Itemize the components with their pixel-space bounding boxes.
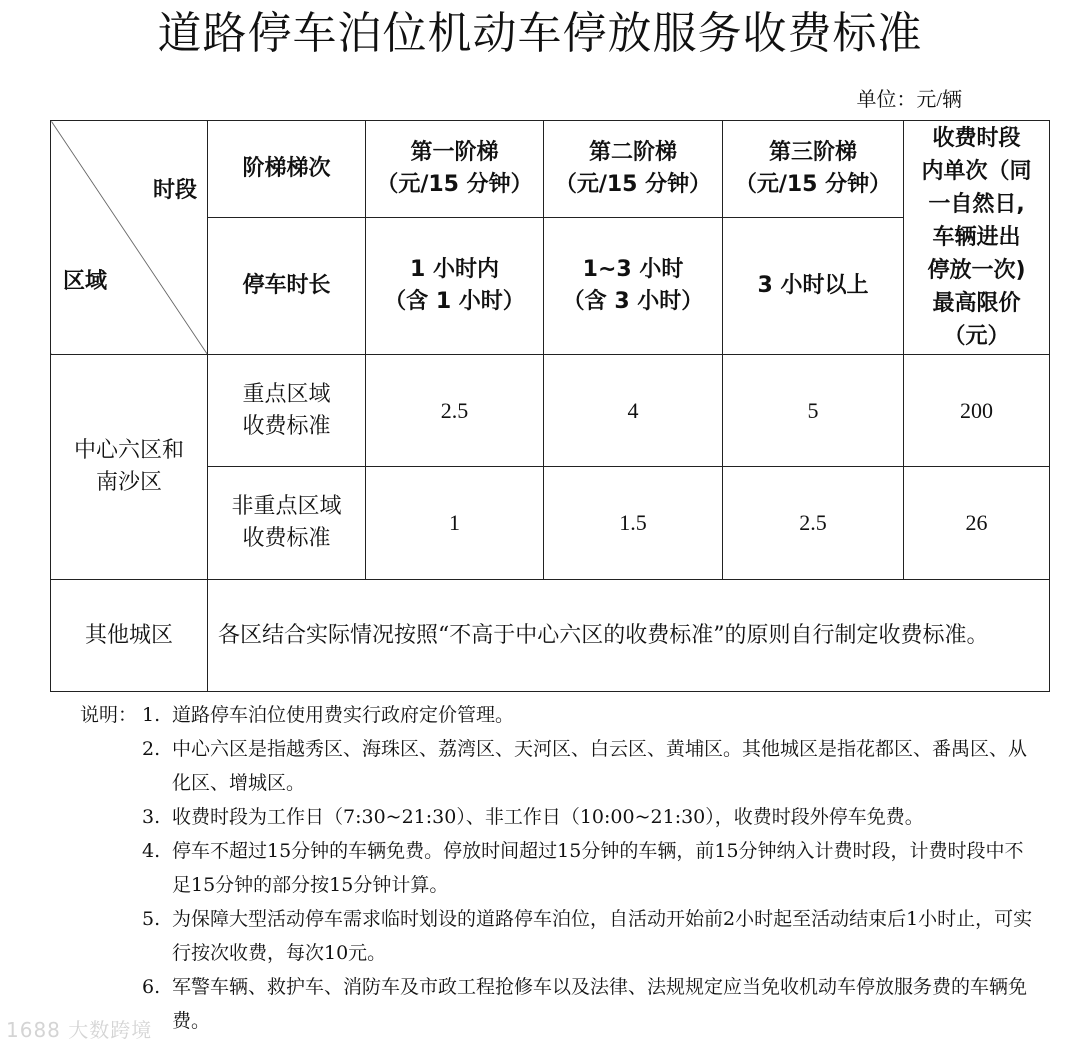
tier-1-name: 第一阶梯 — [410, 140, 499, 165]
non-key-area-tier1-price: 1 — [366, 467, 544, 580]
table-row-other-area — [51, 580, 1050, 692]
tier-3-duration-line1: 3 小时以上 — [757, 273, 869, 298]
other-area-policy-text: 各区结合实际情况按照“不高于中心六区的收费标准”的原则自行制定收费标准。 — [208, 580, 1050, 692]
max-price-header-line: 收费时段 — [932, 126, 1021, 151]
non-key-area-label-line2: 收费标准 — [242, 526, 331, 551]
tier-2-header — [544, 121, 723, 218]
key-area-tier2-price: 4 — [544, 355, 723, 467]
tier-2-duration-line1: 1~3 小时 — [582, 257, 684, 282]
max-price-header-line: 最高限价 — [932, 291, 1021, 316]
note-text: 为保障大型活动停车需求临时划设的道路停车泊位，自活动开始前2小时起至活动结束后1小时止，可实行按次收费，每次10元。 — [172, 908, 1033, 964]
tier-1-header — [366, 121, 544, 218]
tier-3-duration — [723, 218, 904, 355]
watermark-logo: 1688 大数跨境 — [6, 1018, 153, 1042]
max-price-header-line: 停放一次) — [927, 258, 1026, 283]
note-number: 5. — [142, 908, 161, 930]
max-price-header-line: 内单次（同 — [921, 159, 1032, 184]
notes-label: 说明： — [80, 704, 138, 726]
header-row-tiers — [51, 121, 1050, 218]
max-price-header-line: （元） — [943, 324, 1010, 349]
key-area-tier1-price: 2.5 — [366, 355, 544, 467]
note-item-1 — [80, 698, 1040, 732]
central-area-label-line1: 中心六区和 — [73, 438, 184, 463]
row-label-tier-order: 阶梯梯次 — [208, 121, 366, 218]
max-price-header-line: 车辆进出 — [932, 225, 1021, 250]
key-area-label-line2: 收费标准 — [242, 413, 331, 439]
key-area-tier3-price: 5 — [723, 355, 904, 467]
non-key-area-tier3-price: 2.5 — [723, 467, 904, 580]
note-item-5 — [80, 902, 1040, 970]
non-key-area-label-line1: 非重点区域 — [231, 494, 342, 519]
note-item-2 — [80, 732, 1040, 800]
tier-2-duration-line2: （含 3 小时） — [562, 289, 704, 314]
tier-2-unit: （元/15 分钟） — [554, 172, 712, 197]
key-area-max-price: 200 — [904, 355, 1050, 467]
non-key-area-tier2-price: 1.5 — [544, 467, 723, 580]
document-title: 道路停车泊位机动车停放服务收费标准 — [157, 8, 923, 59]
note-item-6 — [80, 970, 1040, 1038]
central-area-label-line2: 南沙区 — [95, 470, 162, 495]
tier-1-duration-line1: 1 小时内 — [410, 257, 499, 282]
note-text: 收费时段为工作日（7:30~21:30）、非工作日（10:00~21:30），收费时段外停车免费。 — [172, 806, 924, 828]
note-number: 6. — [142, 976, 161, 998]
tier-2-name: 第二阶梯 — [588, 140, 677, 165]
corner-label-area: 区域 — [63, 269, 108, 294]
corner-diagonal-cell — [51, 121, 208, 355]
max-price-header — [904, 121, 1050, 355]
non-key-area-label — [208, 467, 366, 580]
tier-1-duration — [366, 218, 544, 355]
note-text: 军警车辆、救护车、消防车及市政工程抢修车以及法律、法规规定应当免收机动车停放服务费的车辆免费。 — [172, 976, 1028, 1032]
notes-section — [80, 698, 1040, 1038]
note-item-4 — [80, 834, 1040, 902]
note-number: 4. — [142, 840, 161, 862]
note-text: 道路停车泊位使用费实行政府定价管理。 — [172, 704, 515, 726]
note-item-3 — [80, 800, 1040, 834]
tier-3-name: 第三阶梯 — [768, 140, 857, 165]
tier-3-header — [723, 121, 904, 218]
tier-2-duration — [544, 218, 723, 355]
unit-label: 单位：元/辆 — [856, 89, 962, 111]
fee-table — [50, 120, 1050, 692]
note-text: 中心六区是指越秀区、海珠区、荔湾区、天河区、白云区、黄埔区。其他城区是指花都区、番禺区、从化区、增城区。 — [172, 738, 1028, 794]
note-text: 停车不超过15分钟的车辆免费。停放时间超过15分钟的车辆，前15分钟纳入计费时段，计费时段中不足15分钟的部分按15分钟计算。 — [172, 840, 1024, 896]
other-area-label: 其他城区 — [51, 580, 208, 692]
central-area-label — [51, 355, 208, 580]
max-price-header-line: 一自然日, — [928, 192, 1025, 217]
row-label-duration: 停车时长 — [208, 218, 366, 355]
key-area-label — [208, 355, 366, 467]
key-area-label-line1: 重点区域 — [242, 381, 331, 407]
note-number: 1. — [142, 704, 161, 726]
corner-label-time: 时段 — [152, 178, 197, 203]
tier-1-unit: （元/15 分钟） — [376, 172, 533, 197]
note-number: 3. — [142, 806, 161, 828]
tier-1-duration-line2: （含 1 小时） — [384, 289, 525, 314]
tier-3-unit: （元/15 分钟） — [734, 172, 892, 197]
note-number: 2. — [142, 738, 161, 760]
non-key-area-max-price: 26 — [904, 467, 1050, 580]
table-row-key-area — [51, 355, 1050, 467]
